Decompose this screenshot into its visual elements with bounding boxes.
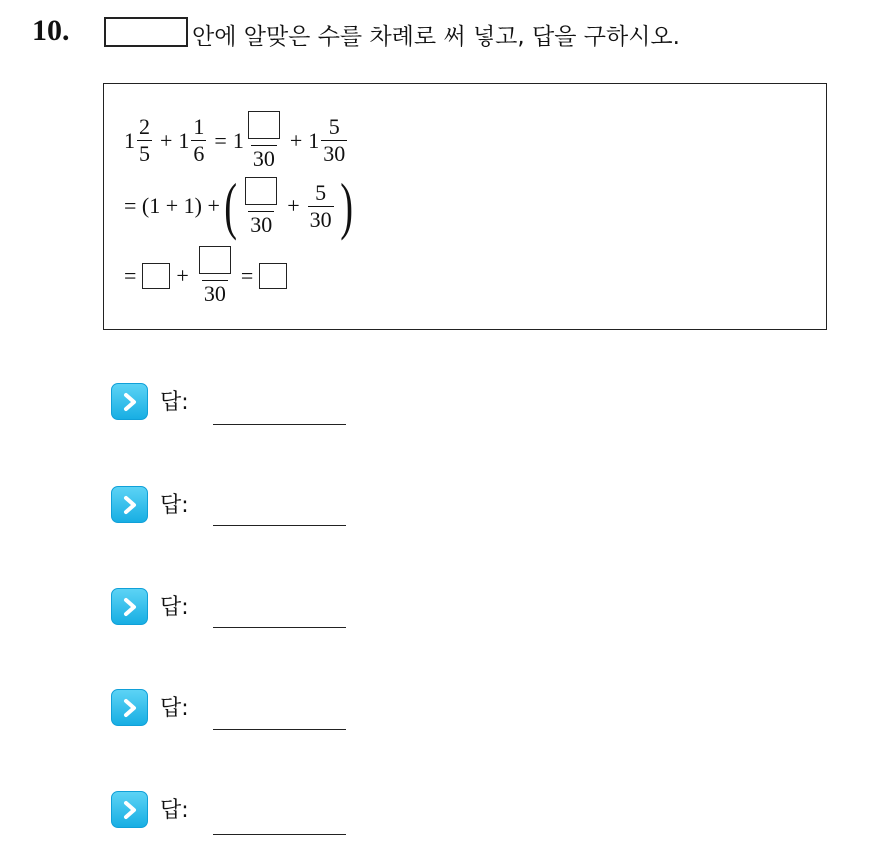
mixed-whole: 1: [178, 127, 190, 153]
blank-box-indicator: [104, 17, 188, 47]
chevron-right-icon: [111, 588, 148, 625]
fraction: [308, 179, 334, 232]
answer-row: [111, 486, 189, 523]
operator: +: [160, 127, 173, 153]
chevron-right-icon: [111, 383, 148, 420]
math-line-2: [124, 170, 357, 241]
answer-label: 답:: [160, 390, 189, 415]
mixed-whole: 1: [232, 127, 244, 153]
answer-line[interactable]: [213, 834, 346, 835]
math-line-1: [124, 111, 349, 170]
answer-label: 답:: [160, 798, 189, 823]
left-paren: (: [224, 170, 237, 241]
operator: =: [214, 127, 227, 153]
question-prompt: 안에 알맞은 수를 차례로 써 넣고, 답을 구하시오.: [192, 24, 680, 50]
mixed-whole: 1: [308, 127, 320, 153]
answer-label: 답:: [160, 493, 189, 518]
fraction: [191, 116, 206, 165]
fraction: [137, 116, 152, 165]
numerator: 2: [139, 114, 150, 139]
denominator: 5: [139, 141, 150, 166]
denominator: 6: [193, 141, 205, 166]
answer-label: 답:: [160, 696, 189, 721]
answer-row: [111, 588, 189, 625]
denominator: 30: [250, 211, 273, 237]
operator: +: [176, 262, 189, 288]
math-line-3: [124, 246, 287, 305]
answer-line[interactable]: [213, 424, 346, 425]
fraction: [243, 177, 279, 236]
mixed-whole: 1: [124, 127, 135, 153]
chevron-right-icon: [111, 791, 148, 828]
denominator: 30: [323, 141, 346, 166]
numerator: 5: [315, 179, 327, 205]
denominator: 30: [252, 146, 275, 171]
operator: +: [287, 193, 300, 218]
answer-blank[interactable]: [259, 263, 287, 289]
answer-blank[interactable]: [142, 263, 170, 289]
denominator: 30: [203, 281, 226, 306]
chevron-right-icon: [111, 486, 148, 523]
numerator: 5: [328, 114, 340, 139]
answer-line[interactable]: [213, 729, 346, 730]
answer-row: [111, 689, 189, 726]
expression-prefix: = (1 + 1) +: [124, 193, 220, 218]
fraction: [197, 246, 233, 305]
right-paren: ): [339, 170, 353, 241]
numerator-blank[interactable]: [246, 111, 282, 145]
chevron-right-icon: [111, 689, 148, 726]
numerator: 1: [193, 114, 205, 139]
numerator-blank[interactable]: [243, 177, 279, 211]
answer-label: 답:: [160, 595, 189, 620]
operator: =: [240, 262, 254, 288]
answer-line[interactable]: [213, 525, 346, 526]
fraction: [321, 116, 347, 165]
operator: =: [124, 262, 137, 288]
answer-row: [111, 791, 189, 828]
answer-row: [111, 383, 189, 420]
denominator: 30: [309, 206, 332, 232]
question-number: 10.: [32, 14, 70, 47]
operator: +: [289, 127, 303, 153]
answer-line[interactable]: [213, 627, 346, 628]
numerator-blank[interactable]: [197, 246, 233, 280]
math-problem-box: [103, 83, 827, 330]
fraction: [246, 111, 282, 170]
